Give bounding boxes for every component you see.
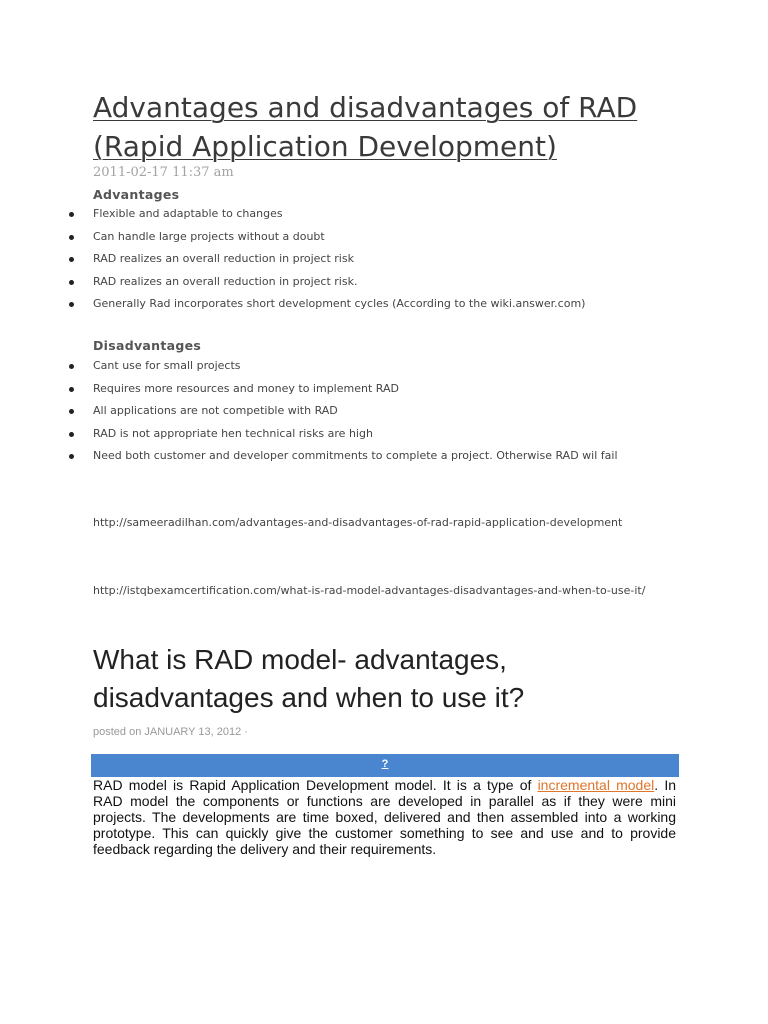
list-item-text: Generally Rad incorporates short development cycles (According to the wiki.answer.com)	[93, 297, 586, 310]
source-url-2[interactable]: http://istqbexamcertification.com/what-is-rad-model-advantages-disadvantages-and-when-to-use-it/	[93, 584, 646, 597]
source-url-1[interactable]: http://sameeradilhan.com/advantages-and-disadvantages-of-rad-rapid-application-development	[93, 516, 623, 529]
disadvantages-heading: Disadvantages	[93, 338, 202, 353]
disadvantages-list	[0, 355, 618, 468]
advantages-list	[0, 203, 585, 316]
article-date: 2011-02-17 11:37 am	[93, 165, 234, 180]
posted-date: posted on JANUARY 13, 2012 ·	[93, 726, 248, 738]
list-item	[0, 400, 618, 423]
list-item-text: Flexible and adaptable to changes	[93, 207, 283, 220]
list-item	[0, 378, 618, 401]
list-item	[0, 203, 585, 226]
list-item-text: Need both customer and developer commitments to complete a project. Otherwise RAD wil fail	[93, 449, 618, 462]
bullet-icon	[69, 432, 74, 437]
bullet-icon	[69, 302, 74, 307]
article-title: Advantages and disadvantages of RAD (Rapid Application Development)	[93, 91, 638, 163]
para-text-after-link: . In RAD model the components or functions are developed in parallel as if they were mini projects. The developments are time boxed, delivered and then assembled into a working prototype. This can quickly give the customer something to see and use and to provide feedback regarding the delivery and their requirements.	[93, 777, 676, 857]
list-item	[0, 445, 618, 468]
list-item-text: Can handle large projects without a doubt	[93, 229, 325, 243]
list-item	[0, 226, 585, 249]
bullet-icon	[69, 387, 74, 392]
list-item	[0, 248, 585, 271]
list-item	[0, 355, 618, 378]
list-item-text: RAD realizes an overall reduction in project risk.	[93, 274, 358, 288]
list-item	[0, 423, 618, 446]
help-link[interactable]: ?	[381, 758, 389, 770]
list-item-text: Requires more resources and money to implement RAD	[93, 381, 399, 395]
para-text-before-link: RAD model is Rapid Application Development model. It is a type of	[93, 777, 538, 793]
incremental-model-link[interactable]: incremental model	[537, 777, 655, 793]
list-item-text: RAD realizes an overall reduction in project risk	[93, 252, 354, 265]
bullet-icon	[69, 409, 74, 414]
list-item-text: All applications are not competible with RAD	[93, 404, 338, 417]
bullet-icon	[69, 235, 74, 240]
bullet-icon	[69, 364, 74, 369]
bullet-icon	[69, 280, 74, 285]
body-paragraph	[93, 777, 676, 857]
advantages-heading: Advantages	[93, 187, 180, 202]
blue-header-bar	[91, 754, 679, 777]
list-item-text: RAD is not appropriate hen technical risks are high	[93, 426, 373, 440]
list-item	[0, 271, 585, 294]
bullet-icon	[69, 212, 74, 217]
list-item-text: Cant use for small projects	[93, 359, 241, 372]
second-article-title: What is RAD model- advantages, disadvantages and when to use it?	[93, 644, 525, 713]
bullet-icon	[69, 454, 74, 459]
bullet-icon	[69, 257, 74, 262]
list-item	[0, 293, 585, 316]
